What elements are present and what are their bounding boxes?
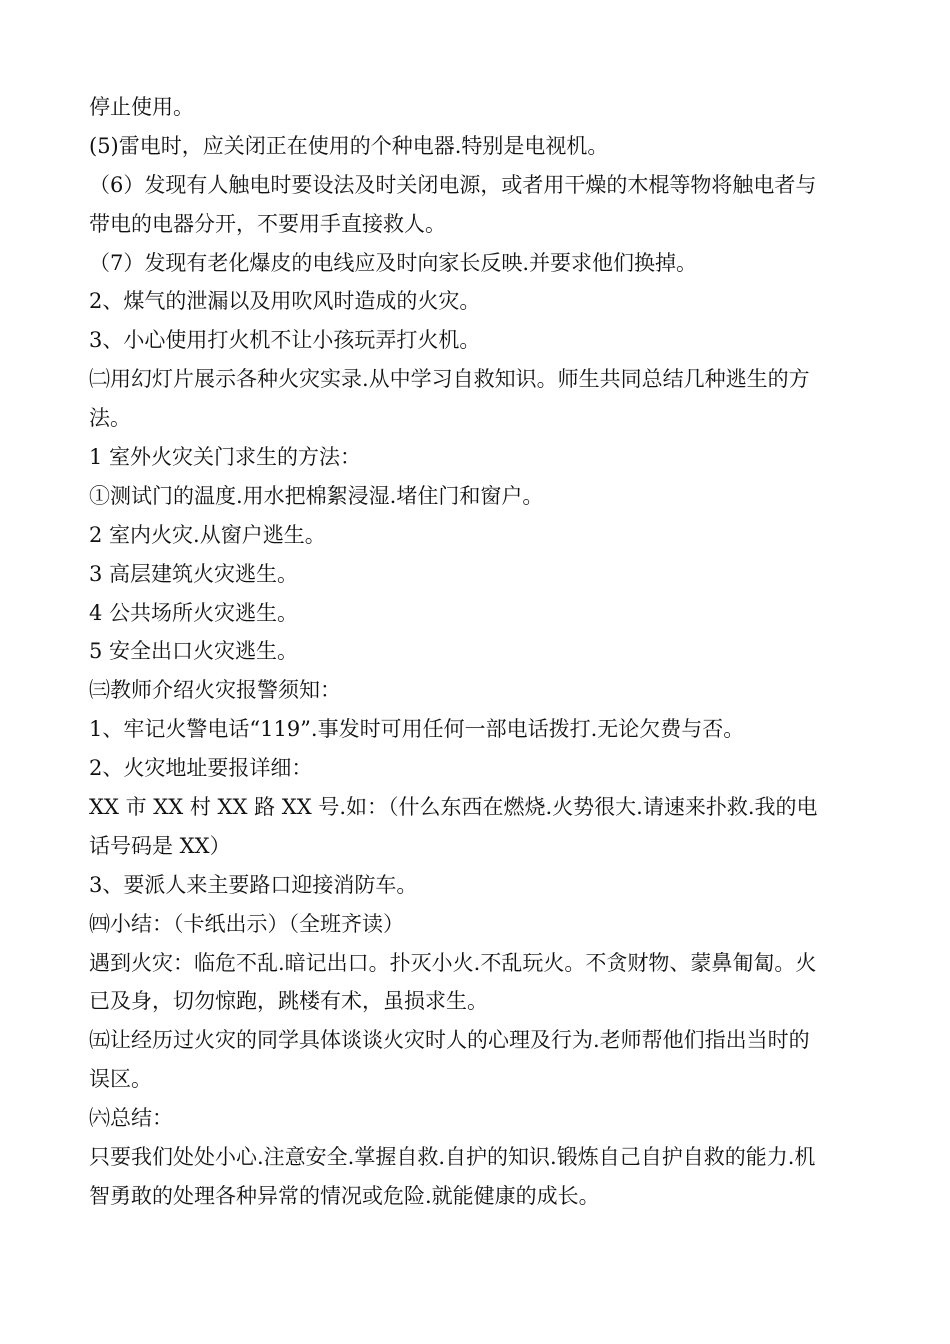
text-line: ㈥总结：	[89, 1106, 173, 1131]
text-line: （7）发现有老化爆皮的电线应及时向家长反映.并要求他们换掉。	[89, 250, 698, 275]
text-line: ①测试门的温度.用水把棉絮浸湿.堵住门和窗户。	[89, 483, 544, 508]
text-line: 已及身，切勿惊跑，跳楼有术，虽损求生。	[89, 989, 488, 1014]
text-line: 5 安全出口火灾逃生。	[89, 639, 299, 664]
text-line: 只要我们处处小心.注意安全.掌握自救.自护的知识.锻炼自己自护自救的能力.机	[89, 1145, 816, 1170]
text-line: 3 高层建筑火灾逃生。	[89, 561, 299, 586]
text-line: ㈢教师介绍火灾报警须知：	[89, 678, 341, 703]
text-line: ㈣小结：（卡纸出示）（全班齐读）	[89, 911, 404, 936]
text-line: 2、火灾地址要报详细：	[89, 756, 313, 781]
text-line: 2、煤气的泄漏以及用吹风时造成的火灾。	[89, 289, 481, 314]
text-line: 2 室内火灾.从窗户逃生。	[89, 522, 326, 547]
text-line: XX 市 XX 村 XX 路 XX 号.如：（什么东西在燃烧.火势很大.请速来扑救.我的电	[89, 795, 818, 820]
text-line: 带电的电器分开，不要用手直接救人。	[89, 211, 446, 236]
text-line: 话号码是 XX）	[89, 833, 231, 858]
text-line: 3、小心使用打火机不让小孩玩弄打火机。	[89, 328, 481, 353]
text-line: 法。	[89, 406, 131, 431]
text-line: 1 室外火灾关门求生的方法：	[89, 445, 362, 470]
text-line: 1、牢记火警电话“119”.事发时可用任何一部电话拨打.无论欠费与否。	[89, 717, 745, 742]
text-line: （6）发现有人触电时要设法及时关闭电源，或者用干燥的木棍等物将触电者与	[89, 172, 817, 197]
text-line: (5)雷电时，应关闭正在使用的个种电器.特别是电视机。	[89, 133, 609, 158]
text-line: 4 公共场所火灾逃生。	[89, 600, 299, 625]
text-line: 停止使用。	[89, 95, 194, 119]
text-line: ㈡用幻灯片展示各种火灾实录.从中学习自救知识。师生共同总结几种逃生的方	[89, 367, 810, 392]
text-line: 智勇敢的处理各种异常的情况或危险.就能健康的成长。	[89, 1183, 600, 1208]
document-body	[89, 88, 864, 1216]
text-line: 误区。	[89, 1067, 152, 1092]
text-line: 3、要派人来主要路口迎接消防车。	[89, 872, 418, 897]
text-line: 遇到火灾：临危不乱.暗记出口。扑灭小火.不乱玩火。不贪财物、蒙鼻匍匐。火	[89, 950, 817, 975]
text-line: ㈤让经历过火灾的同学具体谈谈火灾时人的心理及行为.老师帮他们指出当时的	[89, 1028, 810, 1053]
